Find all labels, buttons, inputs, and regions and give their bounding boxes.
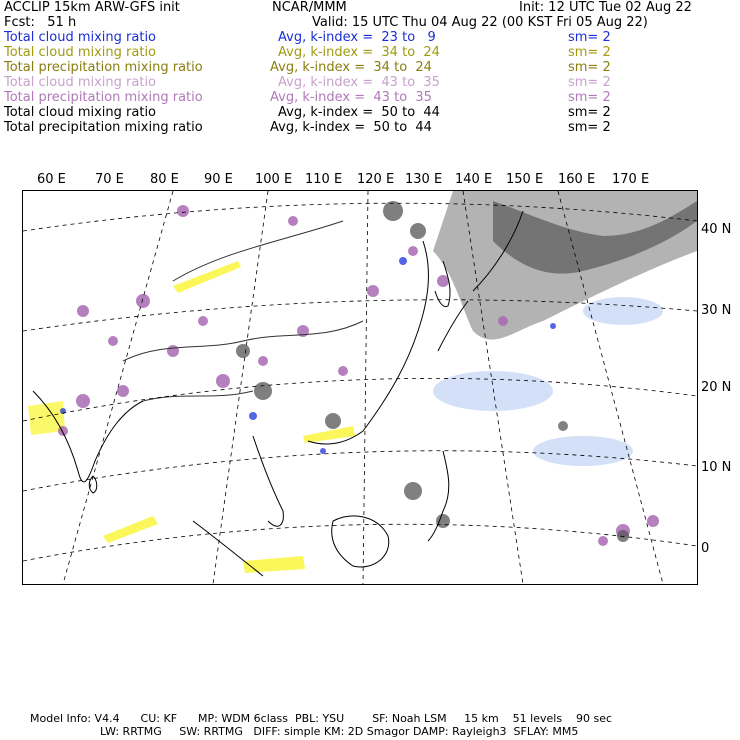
org-label: NCAR/MMM: [272, 0, 347, 15]
cloud-lightblue-2: [533, 436, 633, 466]
legend-avg: Avg, k-index = 43 to 35: [270, 90, 432, 105]
cloud-yellow-2: [103, 516, 158, 543]
longitude-label: 150 E: [506, 172, 544, 187]
cloud-yellow-1: [173, 261, 241, 293]
legend-avg: Avg, k-index = 23 to 9: [278, 30, 436, 45]
valid-time: Valid: 15 UTC Thu 04 Aug 22 (00 KST Fri 05 Aug 22): [312, 15, 648, 30]
country-borders: [123, 221, 363, 401]
longitude-label: 110 E: [305, 172, 343, 187]
legend-sm: sm= 2: [568, 75, 611, 90]
model-title: ACCLIP 15km ARW-GFS init: [4, 0, 180, 15]
cloud-lightblue-3: [583, 297, 663, 325]
longitude-label: 100 E: [255, 172, 293, 187]
legend-avg: Avg, k-index = 43 to 35: [278, 75, 440, 90]
legend-field: Total precipitation mixing ratio: [4, 120, 203, 135]
longitude-label: 80 E: [150, 172, 179, 187]
legend-field: Total cloud mixing ratio: [4, 45, 157, 60]
borneo-coast: [332, 516, 389, 567]
map-svg: [23, 191, 697, 584]
legend-sm: sm= 2: [568, 60, 611, 75]
cloud-yellow-5: [243, 556, 305, 573]
cloud-lightblue-1: [433, 371, 553, 411]
cloud-fields: [28, 191, 697, 573]
forecast-hour: Fcst: 51 h: [4, 15, 77, 30]
legend-avg: Avg, k-index = 50 to 44: [270, 120, 432, 135]
model-info-line2: LW: RRTMG SW: RRTMG DIFF: simple KM: 2D Smagor DAMP: Rayleigh3 SFLAY: MM5: [100, 725, 579, 738]
legend-field: Total cloud mixing ratio: [4, 75, 157, 90]
legend-avg: Avg, k-index = 34 to 24: [270, 60, 432, 75]
longitude-label: 130 E: [405, 172, 443, 187]
longitude-label: 170 E: [612, 172, 650, 187]
legend-field: Total precipitation mixing ratio: [4, 90, 203, 105]
legend-sm: sm= 2: [568, 120, 611, 135]
legend-field: Total cloud mixing ratio: [4, 30, 157, 45]
latitude-label: 30 N: [701, 303, 732, 318]
latitude-label: 40 N: [701, 222, 732, 237]
legend-field: Total precipitation mixing ratio: [4, 60, 203, 75]
philippines-coast: [428, 451, 449, 541]
longitude-label: 120 E: [357, 172, 395, 187]
latitude-label: 10 N: [701, 460, 732, 475]
china-coast: [308, 241, 428, 444]
longitude-label: 90 E: [204, 172, 233, 187]
longitude-label: 140 E: [455, 172, 493, 187]
legend-avg: Avg, k-index = 34 to 24: [278, 45, 440, 60]
init-label: Init: 12 UTC Tue 02 Aug 22: [519, 0, 692, 15]
map-panel: [22, 190, 698, 585]
legend-field: Total cloud mixing ratio: [4, 105, 157, 120]
legend-sm: sm= 2: [568, 30, 611, 45]
latitude-label: 0: [701, 541, 710, 556]
lon-line-80: [63, 191, 173, 584]
longitude-label: 70 E: [95, 172, 124, 187]
latitude-label: 20 N: [701, 380, 732, 395]
lon-line-120: [363, 191, 368, 584]
indochina-coast: [253, 436, 283, 526]
longitude-label: 160 E: [558, 172, 596, 187]
sumatra-coast: [193, 521, 263, 576]
legend-sm: sm= 2: [568, 105, 611, 120]
legend-avg: Avg, k-index = 50 to 44: [278, 105, 440, 120]
longitude-label: 60 E: [37, 172, 66, 187]
legend-sm: sm= 2: [568, 45, 611, 60]
legend-sm: sm= 2: [568, 90, 611, 105]
model-info-line1: Model Info: V4.4 CU: KF MP: WDM 6class PBL: YSU SF: Noah LSM 15 km 51 levels 90 sec: [30, 712, 613, 725]
